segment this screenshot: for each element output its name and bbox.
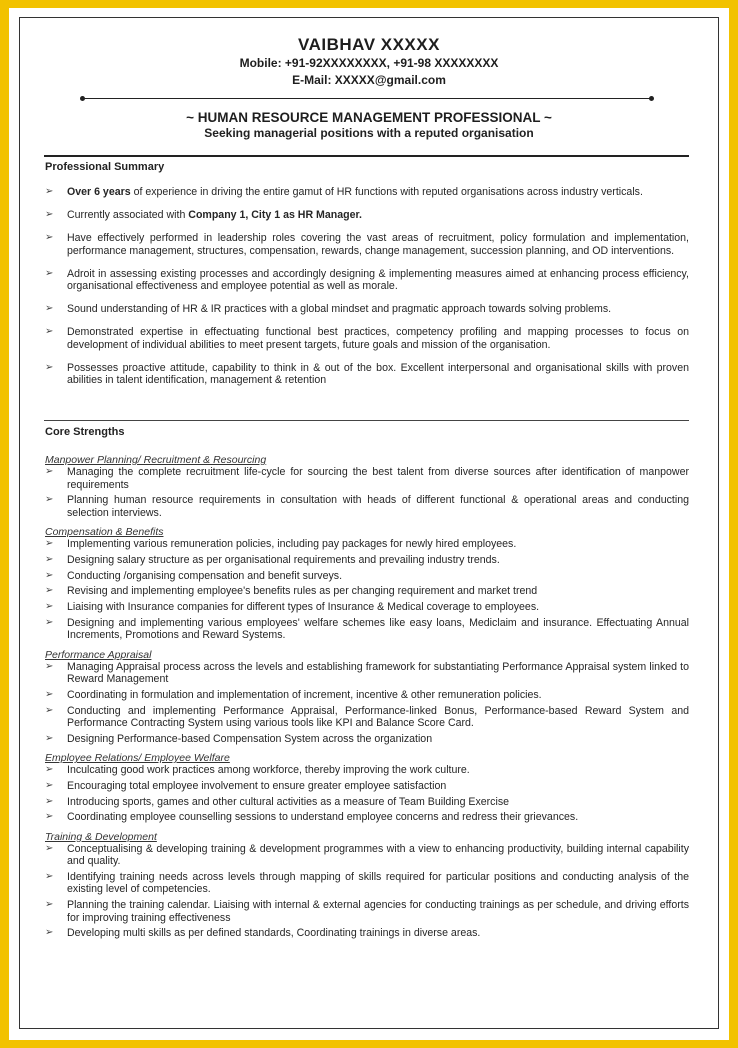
item-text: Designing and implementing various employees' welfare schemes like easy loans, Mediclaim and insurance. Effectuating Annual Increments, Promotions and Reward Systems. (67, 616, 689, 642)
item-text: Planning the training calendar. Liaising with internal & external agencies for conducting trainings as per schedule, and driving efforts for improving training effectiveness (67, 899, 689, 924)
strengths-title: Core Strengths (45, 426, 125, 438)
arrow-bullet-icon: ➢ (45, 660, 54, 672)
strength-item (43, 780, 689, 793)
candidate-name: VAIBHAV XXXXX (298, 35, 440, 54)
item-text: Designing Performance-based Compensation System across the organization (67, 732, 433, 745)
arrow-bullet-icon: ➢ (45, 585, 54, 597)
strength-group-title: Employee Relations/ Employee Welfare (45, 752, 230, 765)
resume-page (9, 8, 729, 1040)
resume-header (9, 35, 729, 89)
summary-title: Professional Summary (45, 161, 165, 173)
arrow-bullet-icon: ➢ (45, 494, 54, 506)
summary-list (43, 186, 689, 397)
item-text: Introducing sports, games and other cultural activities as a measure of Team Building Exercise (67, 795, 510, 808)
arrow-bullet-icon: ➢ (45, 811, 54, 823)
arrow-bullet-icon: ➢ (45, 361, 54, 373)
item-text: Encouraging total employee involvement to ensure greater employee satisfaction (67, 779, 447, 792)
summary-item (43, 186, 689, 199)
strength-item (43, 601, 689, 614)
summary-item (43, 362, 689, 387)
arrow-bullet-icon: ➢ (45, 899, 54, 911)
arrow-bullet-icon: ➢ (45, 553, 54, 565)
summary-item (43, 232, 689, 257)
summary-item (43, 326, 689, 351)
item-text: Possesses proactive attitude, capability to think in & out of the box. Excellent interpersonal and organisational skills with proven abilities in talent identification, management & retention (67, 361, 689, 386)
strength-item (43, 585, 689, 598)
summary-item (43, 303, 689, 316)
strength-item (43, 705, 689, 730)
strength-group-title: Performance Appraisal (45, 648, 152, 661)
arrow-bullet-icon: ➢ (45, 927, 54, 939)
arrow-bullet-icon: ➢ (45, 232, 54, 243)
item-text: Sound understanding of HR & IR practices with a global mindset and pragmatic approach towards solving problems. (67, 303, 612, 315)
item-text: Adroit in assessing existing processes and accordingly designing & implementing measures aimed at enhancing process efficiency, organisational effectiveness and employee potential as well as morale. (67, 267, 689, 292)
summary-item (43, 268, 689, 293)
arrow-bullet-icon: ➢ (45, 779, 54, 791)
item-text: Implementing various remuneration policies, including pay packages for newly hired employees. (67, 538, 517, 551)
item-text: Identifying training needs across levels through mapping of skills required for particular positions and conducting analysis of the existing level of competencies. (67, 870, 689, 896)
item-text: Revising and implementing employee's benefits rules as per changing requirement and market trend (67, 585, 538, 598)
email-line: E-Mail: XXXXX@gmail.com (292, 73, 446, 87)
item-text: Designing salary structure as per organisational requirements and prevailing industry trends. (67, 553, 500, 566)
strength-item (43, 617, 689, 642)
arrow-bullet-icon: ➢ (45, 600, 54, 612)
strength-item (43, 733, 689, 746)
item-text: Coordinating in formulation and implementation of increment, incentive & other remuneration policies. (67, 688, 542, 701)
arrow-bullet-icon: ➢ (45, 209, 54, 220)
strength-item (43, 494, 689, 519)
strength-item (43, 811, 689, 824)
strength-item (43, 689, 689, 702)
item-text: Developing multi skills as per defined standards, Coordinating trainings in diverse areas. (67, 927, 481, 940)
headline-subtitle: Seeking managerial positions with a reputed organisation (204, 126, 534, 140)
arrow-bullet-icon: ➢ (45, 616, 54, 628)
item-text: Liaising with Insurance companies for different types of Insurance & Medical coverage to employees. (67, 600, 540, 613)
strength-item (43, 570, 689, 583)
arrow-bullet-icon: ➢ (45, 704, 54, 716)
arrow-bullet-icon: ➢ (45, 326, 54, 337)
arrow-bullet-icon: ➢ (45, 569, 54, 581)
header-divider (82, 98, 652, 99)
summary-item (43, 209, 689, 222)
arrow-bullet-icon: ➢ (45, 795, 54, 807)
strength-item (43, 871, 689, 896)
summary-divider (44, 155, 689, 157)
arrow-bullet-icon: ➢ (45, 870, 54, 882)
arrow-bullet-icon: ➢ (45, 538, 54, 550)
item-text: Conceptualising & developing training & development programmes with a view to enhancing productivity, building internal capability and quality. (67, 842, 689, 868)
strengths-list (43, 452, 689, 943)
item-text: Conducting and implementing Performance Appraisal, Performance-linked Bonus, Performance-based Reward System and Performance Contracting System using various tools like KPI and Balance Score Card. (67, 704, 689, 729)
headline-title: ~ HUMAN RESOURCE MANAGEMENT PROFESSIONAL ~ (186, 110, 552, 125)
strengths-divider (44, 420, 689, 421)
arrow-bullet-icon: ➢ (45, 842, 54, 854)
arrow-bullet-icon: ➢ (45, 732, 54, 744)
arrow-bullet-icon: ➢ (45, 267, 54, 279)
item-text: Demonstrated expertise in effectuating functional best practices, competency profiling and mapping processes to focus on development of individual abilities to meet present targets, future goals and mission of the organisation. (67, 326, 689, 351)
item-text: Have effectively performed in leadership roles covering the vast areas of recruitment, policy formulation and implementation, performance management, structures, compensation, rewards, change management, succession planning, and OD interventions. (67, 232, 689, 257)
arrow-bullet-icon: ➢ (45, 466, 54, 477)
strength-group-title: Training & Development (45, 830, 157, 843)
arrow-bullet-icon: ➢ (45, 764, 54, 776)
arrow-bullet-icon: ➢ (45, 186, 54, 197)
strength-item (43, 466, 689, 491)
item-text: Managing Appraisal process across the levels and establishing framework for substantiating Performance Appraisal system linked to Reward Management (67, 660, 689, 686)
strength-group-title: Compensation & Benefits (45, 526, 164, 539)
item-text: Planning human resource requirements in consultation with heads of different functional & operational areas and conducting selection interviews. (67, 494, 689, 519)
strength-item (43, 796, 689, 809)
strength-item (43, 554, 689, 567)
strength-item (43, 899, 689, 924)
item-emphasis: Over 6 years (67, 186, 131, 198)
mobile-line: Mobile: +91-92XXXXXXXX, +91-98 XXXXXXXX (239, 56, 499, 70)
strength-item (43, 538, 689, 551)
strength-item (43, 661, 689, 686)
item-text: of experience in driving the entire gamut of HR functions with reputed organisations across industry verticals. (130, 186, 643, 198)
item-text: Managing the complete recruitment life-cycle for sourcing the best talent from diverse sources after identification of manpower requirements (67, 466, 689, 491)
strength-item (43, 927, 689, 940)
strength-item (43, 843, 689, 868)
strength-item (43, 764, 689, 777)
item-text: Inculcating good work practices among workforce, thereby improving the work culture. (67, 764, 470, 777)
item-emphasis: Company 1, City 1 as HR Manager. (188, 209, 362, 221)
arrow-bullet-icon: ➢ (45, 303, 54, 314)
arrow-bullet-icon: ➢ (45, 688, 54, 700)
item-text: Conducting /organising compensation and benefit surveys. (67, 569, 343, 582)
item-text: Coordinating employee counselling sessions to understand employee concerns and redress their grievances. (67, 811, 579, 824)
headline (9, 109, 729, 141)
item-text: Currently associated with (67, 209, 189, 221)
strength-group-title: Manpower Planning/ Recruitment & Resourcing (45, 454, 267, 466)
